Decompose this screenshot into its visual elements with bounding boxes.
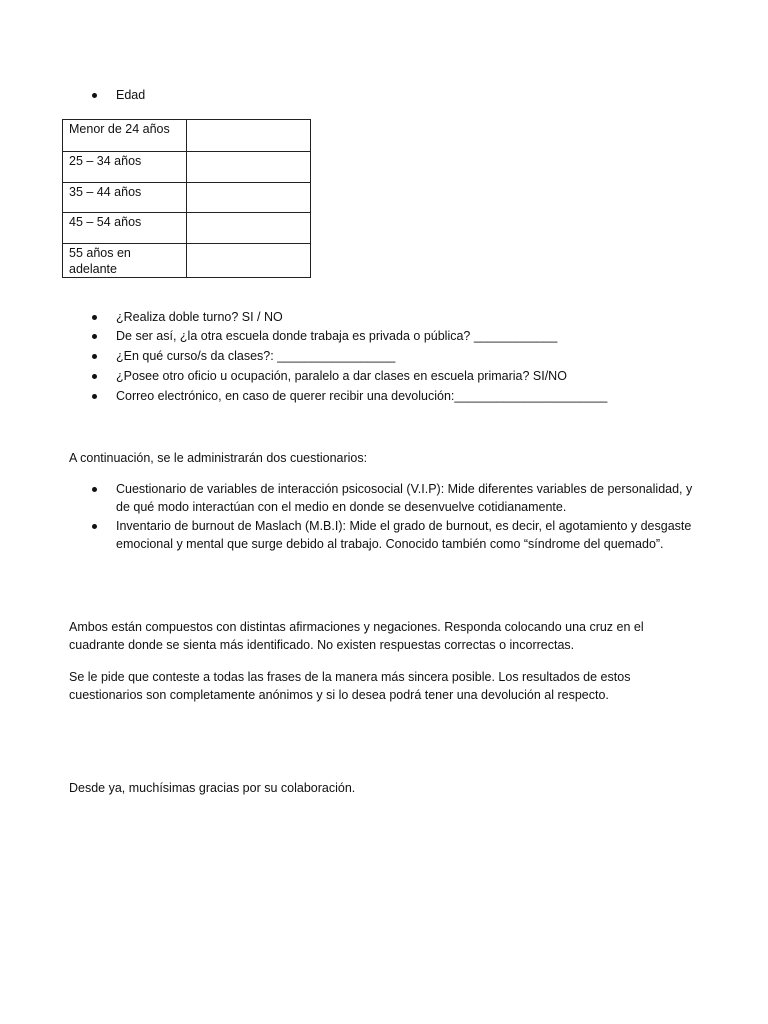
age-answer-cell[interactable] bbox=[187, 244, 311, 278]
closing-text: Desde ya, muchísimas gracias por su colaboración. bbox=[69, 781, 356, 795]
bullet-icon bbox=[92, 394, 97, 399]
question-item: Correo electrónico, en caso de querer recibir una devolución:______________________ bbox=[116, 389, 608, 403]
age-answer-cell[interactable] bbox=[187, 152, 311, 183]
age-answer-cell[interactable] bbox=[187, 120, 311, 152]
question-item: De ser así, ¿la otra escuela donde trabaja es privada o pública? ____________ bbox=[116, 329, 558, 343]
questionnaire-item: Cuestionario de variables de interacción psicosocial (V.I.P): Mide diferentes variables de personalidad, y de qué modo interactúan con el medio en donde se desenvuelve cotidianamente. bbox=[116, 482, 693, 514]
bullet-icon bbox=[92, 374, 97, 379]
age-table bbox=[62, 119, 311, 278]
bullet-icon bbox=[92, 487, 97, 492]
question-item: ¿En qué curso/s da clases?: _________________ bbox=[116, 349, 396, 363]
bullet-icon bbox=[92, 334, 97, 339]
age-range-label: 55 años en adelante bbox=[63, 244, 187, 278]
age-range-label: 35 – 44 años bbox=[63, 183, 187, 213]
bullet-icon bbox=[92, 315, 97, 320]
question-item: ¿Realiza doble turno? SI / NO bbox=[116, 310, 283, 324]
table-row bbox=[63, 120, 311, 152]
age-range-label: 25 – 34 años bbox=[63, 152, 187, 183]
table-row bbox=[63, 213, 311, 244]
table-row bbox=[63, 183, 311, 213]
table-row bbox=[63, 152, 311, 183]
age-range-label: 45 – 54 años bbox=[63, 213, 187, 244]
question-item: ¿Posee otro oficio u ocupación, paralelo a dar clases en escuela primaria? SI/NO bbox=[116, 369, 567, 383]
age-heading: Edad bbox=[116, 88, 146, 102]
table-row bbox=[63, 244, 311, 278]
bullet-icon bbox=[92, 354, 97, 359]
age-range-label: Menor de 24 años bbox=[63, 120, 187, 152]
bullet-icon bbox=[92, 524, 97, 529]
instructions-paragraph: Se le pide que conteste a todas las frases de la manera más sincera posible. Los resultados de estos cuestionarios son completamente anónimos y si lo desea podrá tener una devolución al respecto. bbox=[69, 670, 631, 702]
instructions-paragraph: Ambos están compuestos con distintas afirmaciones y negaciones. Responda colocando una cruz en el cuadrante donde se sienta más identificado. No existen respuestas correctas o incorrectas. bbox=[69, 620, 644, 652]
age-answer-cell[interactable] bbox=[187, 183, 311, 213]
age-answer-cell[interactable] bbox=[187, 213, 311, 244]
intro-text: A continuación, se le administrarán dos cuestionarios: bbox=[69, 451, 368, 465]
questionnaire-item: Inventario de burnout de Maslach (M.B.I): Mide el grado de burnout, es decir, el agotamiento y desgaste emocional y mental que surge debido al trabajo. Conocido también como “síndrome del quemado”. bbox=[116, 519, 692, 551]
bullet-icon bbox=[92, 93, 97, 98]
